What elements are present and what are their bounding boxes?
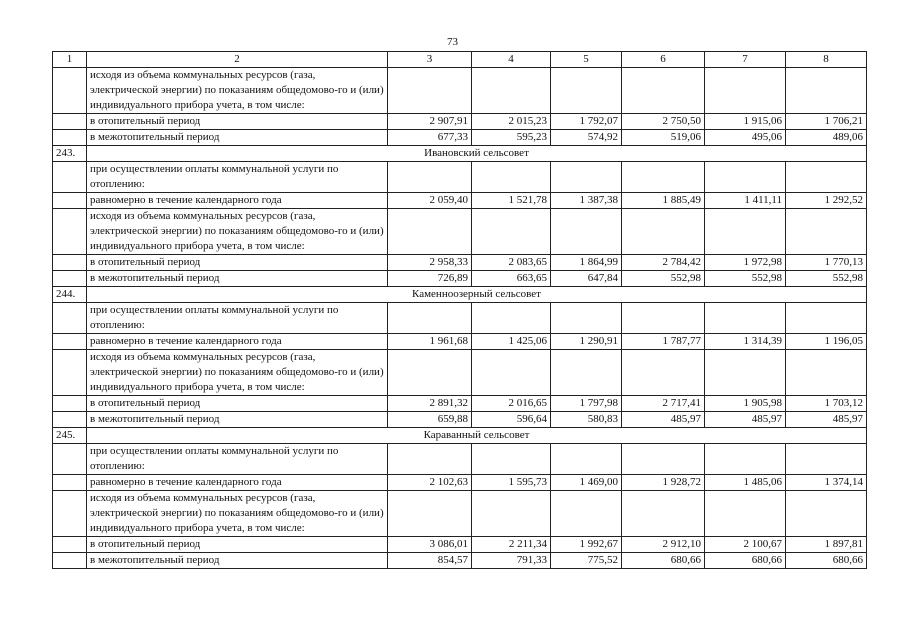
row-number xyxy=(53,491,87,537)
value-cell: 1 864,99 xyxy=(551,255,622,271)
table-row xyxy=(53,412,867,428)
row-label: исходя из объема коммунальных ресурсов (газа, электрической энергии) по показаниям общедомово-го и (или) индивидуального прибора учета, в том числе: xyxy=(87,68,388,114)
value-cell xyxy=(622,444,705,475)
value-cell: 659,88 xyxy=(388,412,472,428)
row-number xyxy=(53,114,87,130)
value-cell xyxy=(388,444,472,475)
value-cell: 1 770,13 xyxy=(786,255,867,271)
table-row xyxy=(53,271,867,287)
value-cell: 680,66 xyxy=(622,553,705,569)
row-number xyxy=(53,130,87,146)
value-cell: 2 102,63 xyxy=(388,475,472,491)
value-cell xyxy=(786,444,867,475)
value-cell: 1 961,68 xyxy=(388,334,472,350)
table-row xyxy=(53,114,867,130)
value-cell: 726,89 xyxy=(388,271,472,287)
value-cell xyxy=(705,350,786,396)
row-number xyxy=(53,350,87,396)
row-number xyxy=(53,553,87,569)
value-cell: 2 016,65 xyxy=(472,396,551,412)
value-cell xyxy=(786,68,867,114)
value-cell xyxy=(472,68,551,114)
value-cell xyxy=(388,303,472,334)
value-cell: 574,92 xyxy=(551,130,622,146)
value-cell xyxy=(786,491,867,537)
table-row xyxy=(53,475,867,491)
value-cell xyxy=(551,303,622,334)
value-cell xyxy=(472,303,551,334)
value-cell: 1 706,21 xyxy=(786,114,867,130)
row-number xyxy=(53,475,87,491)
column-header: 2 xyxy=(87,52,388,68)
value-cell xyxy=(551,444,622,475)
value-cell: 1 972,98 xyxy=(705,255,786,271)
value-cell: 1 885,49 xyxy=(622,193,705,209)
row-label: исходя из объема коммунальных ресурсов (газа, электрической энергии) по показаниям общедомово-го и (или) индивидуального прибора учета, в том числе: xyxy=(87,350,388,396)
table-row xyxy=(53,396,867,412)
value-cell xyxy=(472,444,551,475)
value-cell xyxy=(472,350,551,396)
value-cell: 519,06 xyxy=(622,130,705,146)
value-cell xyxy=(705,444,786,475)
column-header: 3 xyxy=(388,52,472,68)
section-row xyxy=(53,146,867,162)
table-row xyxy=(53,130,867,146)
value-cell xyxy=(786,350,867,396)
row-number xyxy=(53,193,87,209)
value-cell xyxy=(472,491,551,537)
value-cell xyxy=(551,491,622,537)
value-cell: 775,52 xyxy=(551,553,622,569)
value-cell: 1 992,67 xyxy=(551,537,622,553)
value-cell: 1 787,77 xyxy=(622,334,705,350)
value-cell: 2 717,41 xyxy=(622,396,705,412)
value-cell: 2 059,40 xyxy=(388,193,472,209)
row-label: в межотопительный период xyxy=(87,553,388,569)
value-cell xyxy=(705,303,786,334)
section-title: Ивановский сельсовет xyxy=(87,146,867,162)
value-cell: 1 915,06 xyxy=(705,114,786,130)
row-number xyxy=(53,334,87,350)
value-cell xyxy=(472,162,551,193)
column-header: 5 xyxy=(551,52,622,68)
row-number xyxy=(53,255,87,271)
value-cell: 2 750,50 xyxy=(622,114,705,130)
row-number xyxy=(53,537,87,553)
value-cell: 2 891,32 xyxy=(388,396,472,412)
row-label: в отопительный период xyxy=(87,114,388,130)
value-cell: 489,06 xyxy=(786,130,867,146)
table-row xyxy=(53,68,867,114)
column-header: 7 xyxy=(705,52,786,68)
column-header: 8 xyxy=(786,52,867,68)
value-cell: 1 928,72 xyxy=(622,475,705,491)
value-cell: 1 314,39 xyxy=(705,334,786,350)
value-cell xyxy=(705,209,786,255)
value-cell: 1 521,78 xyxy=(472,193,551,209)
table-row xyxy=(53,350,867,396)
row-number xyxy=(53,412,87,428)
value-cell: 1 387,38 xyxy=(551,193,622,209)
row-label: в межотопительный период xyxy=(87,130,388,146)
value-cell: 2 083,65 xyxy=(472,255,551,271)
row-label: равномерно в течение календарного года xyxy=(87,334,388,350)
value-cell: 552,98 xyxy=(786,271,867,287)
row-number: 244. xyxy=(53,287,87,303)
section-row xyxy=(53,287,867,303)
row-label: равномерно в течение календарного года xyxy=(87,193,388,209)
row-number xyxy=(53,303,87,334)
column-header: 4 xyxy=(472,52,551,68)
value-cell: 2 211,34 xyxy=(472,537,551,553)
section-row xyxy=(53,428,867,444)
value-cell xyxy=(622,162,705,193)
column-header: 1 xyxy=(53,52,87,68)
value-cell: 595,23 xyxy=(472,130,551,146)
column-header: 6 xyxy=(622,52,705,68)
value-cell: 1 905,98 xyxy=(705,396,786,412)
page-number: 73 xyxy=(447,36,458,48)
value-cell xyxy=(551,162,622,193)
value-cell: 2 784,42 xyxy=(622,255,705,271)
table-row xyxy=(53,193,867,209)
value-cell: 791,33 xyxy=(472,553,551,569)
table-row xyxy=(53,255,867,271)
tariff-table xyxy=(52,51,867,569)
value-cell: 677,33 xyxy=(388,130,472,146)
value-cell xyxy=(472,209,551,255)
row-label: исходя из объема коммунальных ресурсов (газа, электрической энергии) по показаниям общедомово-го и (или) индивидуального прибора учета, в том числе: xyxy=(87,209,388,255)
row-number xyxy=(53,68,87,114)
value-cell: 680,66 xyxy=(705,553,786,569)
value-cell: 680,66 xyxy=(786,553,867,569)
row-label: в межотопительный период xyxy=(87,412,388,428)
row-number xyxy=(53,162,87,193)
value-cell xyxy=(705,162,786,193)
row-number: 245. xyxy=(53,428,87,444)
row-label: равномерно в течение календарного года xyxy=(87,475,388,491)
value-cell: 663,65 xyxy=(472,271,551,287)
row-label: при осуществлении оплаты коммунальной услуги по отоплению: xyxy=(87,444,388,475)
table-row xyxy=(53,334,867,350)
value-cell: 1 425,06 xyxy=(472,334,551,350)
row-label: при осуществлении оплаты коммунальной услуги по отоплению: xyxy=(87,303,388,334)
row-number: 243. xyxy=(53,146,87,162)
value-cell xyxy=(622,209,705,255)
value-cell: 2 100,67 xyxy=(705,537,786,553)
value-cell xyxy=(705,68,786,114)
value-cell: 1 290,91 xyxy=(551,334,622,350)
value-cell: 485,97 xyxy=(786,412,867,428)
row-label: при осуществлении оплаты коммунальной услуги по отоплению: xyxy=(87,162,388,193)
value-cell: 596,64 xyxy=(472,412,551,428)
value-cell: 2 912,10 xyxy=(622,537,705,553)
table-row xyxy=(53,444,867,475)
value-cell xyxy=(551,209,622,255)
value-cell xyxy=(786,209,867,255)
row-label: в отопительный период xyxy=(87,255,388,271)
value-cell xyxy=(705,491,786,537)
value-cell: 580,83 xyxy=(551,412,622,428)
value-cell: 1 411,11 xyxy=(705,193,786,209)
table-row xyxy=(53,537,867,553)
row-number xyxy=(53,209,87,255)
value-cell: 1 792,07 xyxy=(551,114,622,130)
value-cell: 2 907,91 xyxy=(388,114,472,130)
section-title: Каменноозерный сельсовет xyxy=(87,287,867,303)
value-cell xyxy=(786,303,867,334)
row-label: в отопительный период xyxy=(87,537,388,553)
value-cell xyxy=(388,491,472,537)
row-number xyxy=(53,396,87,412)
value-cell: 1 469,00 xyxy=(551,475,622,491)
value-cell xyxy=(622,303,705,334)
value-cell: 3 086,01 xyxy=(388,537,472,553)
value-cell: 485,97 xyxy=(622,412,705,428)
value-cell xyxy=(786,162,867,193)
table-row xyxy=(53,162,867,193)
value-cell xyxy=(551,68,622,114)
value-cell xyxy=(622,68,705,114)
row-label: в межотопительный период xyxy=(87,271,388,287)
value-cell: 1 595,73 xyxy=(472,475,551,491)
value-cell: 1 374,14 xyxy=(786,475,867,491)
value-cell: 1 797,98 xyxy=(551,396,622,412)
value-cell: 495,06 xyxy=(705,130,786,146)
value-cell xyxy=(622,350,705,396)
value-cell: 1 196,05 xyxy=(786,334,867,350)
value-cell: 552,98 xyxy=(622,271,705,287)
table-row xyxy=(53,553,867,569)
value-cell: 1 897,81 xyxy=(786,537,867,553)
value-cell: 1 485,06 xyxy=(705,475,786,491)
row-label: в отопительный период xyxy=(87,396,388,412)
value-cell xyxy=(388,162,472,193)
value-cell xyxy=(388,350,472,396)
row-label: исходя из объема коммунальных ресурсов (газа, электрической энергии) по показаниям общедомово-го и (или) индивидуального прибора учета, в том числе: xyxy=(87,491,388,537)
value-cell xyxy=(551,350,622,396)
row-number xyxy=(53,271,87,287)
value-cell: 854,57 xyxy=(388,553,472,569)
table-row xyxy=(53,491,867,537)
value-cell: 647,84 xyxy=(551,271,622,287)
value-cell xyxy=(388,209,472,255)
value-cell: 1 292,52 xyxy=(786,193,867,209)
value-cell xyxy=(388,68,472,114)
value-cell: 2 958,33 xyxy=(388,255,472,271)
row-number xyxy=(53,444,87,475)
value-cell: 485,97 xyxy=(705,412,786,428)
table-row xyxy=(53,209,867,255)
section-title: Караванный сельсовет xyxy=(87,428,867,444)
table-row xyxy=(53,303,867,334)
value-cell: 552,98 xyxy=(705,271,786,287)
value-cell: 2 015,23 xyxy=(472,114,551,130)
header-row xyxy=(53,52,867,68)
value-cell xyxy=(622,491,705,537)
value-cell: 1 703,12 xyxy=(786,396,867,412)
